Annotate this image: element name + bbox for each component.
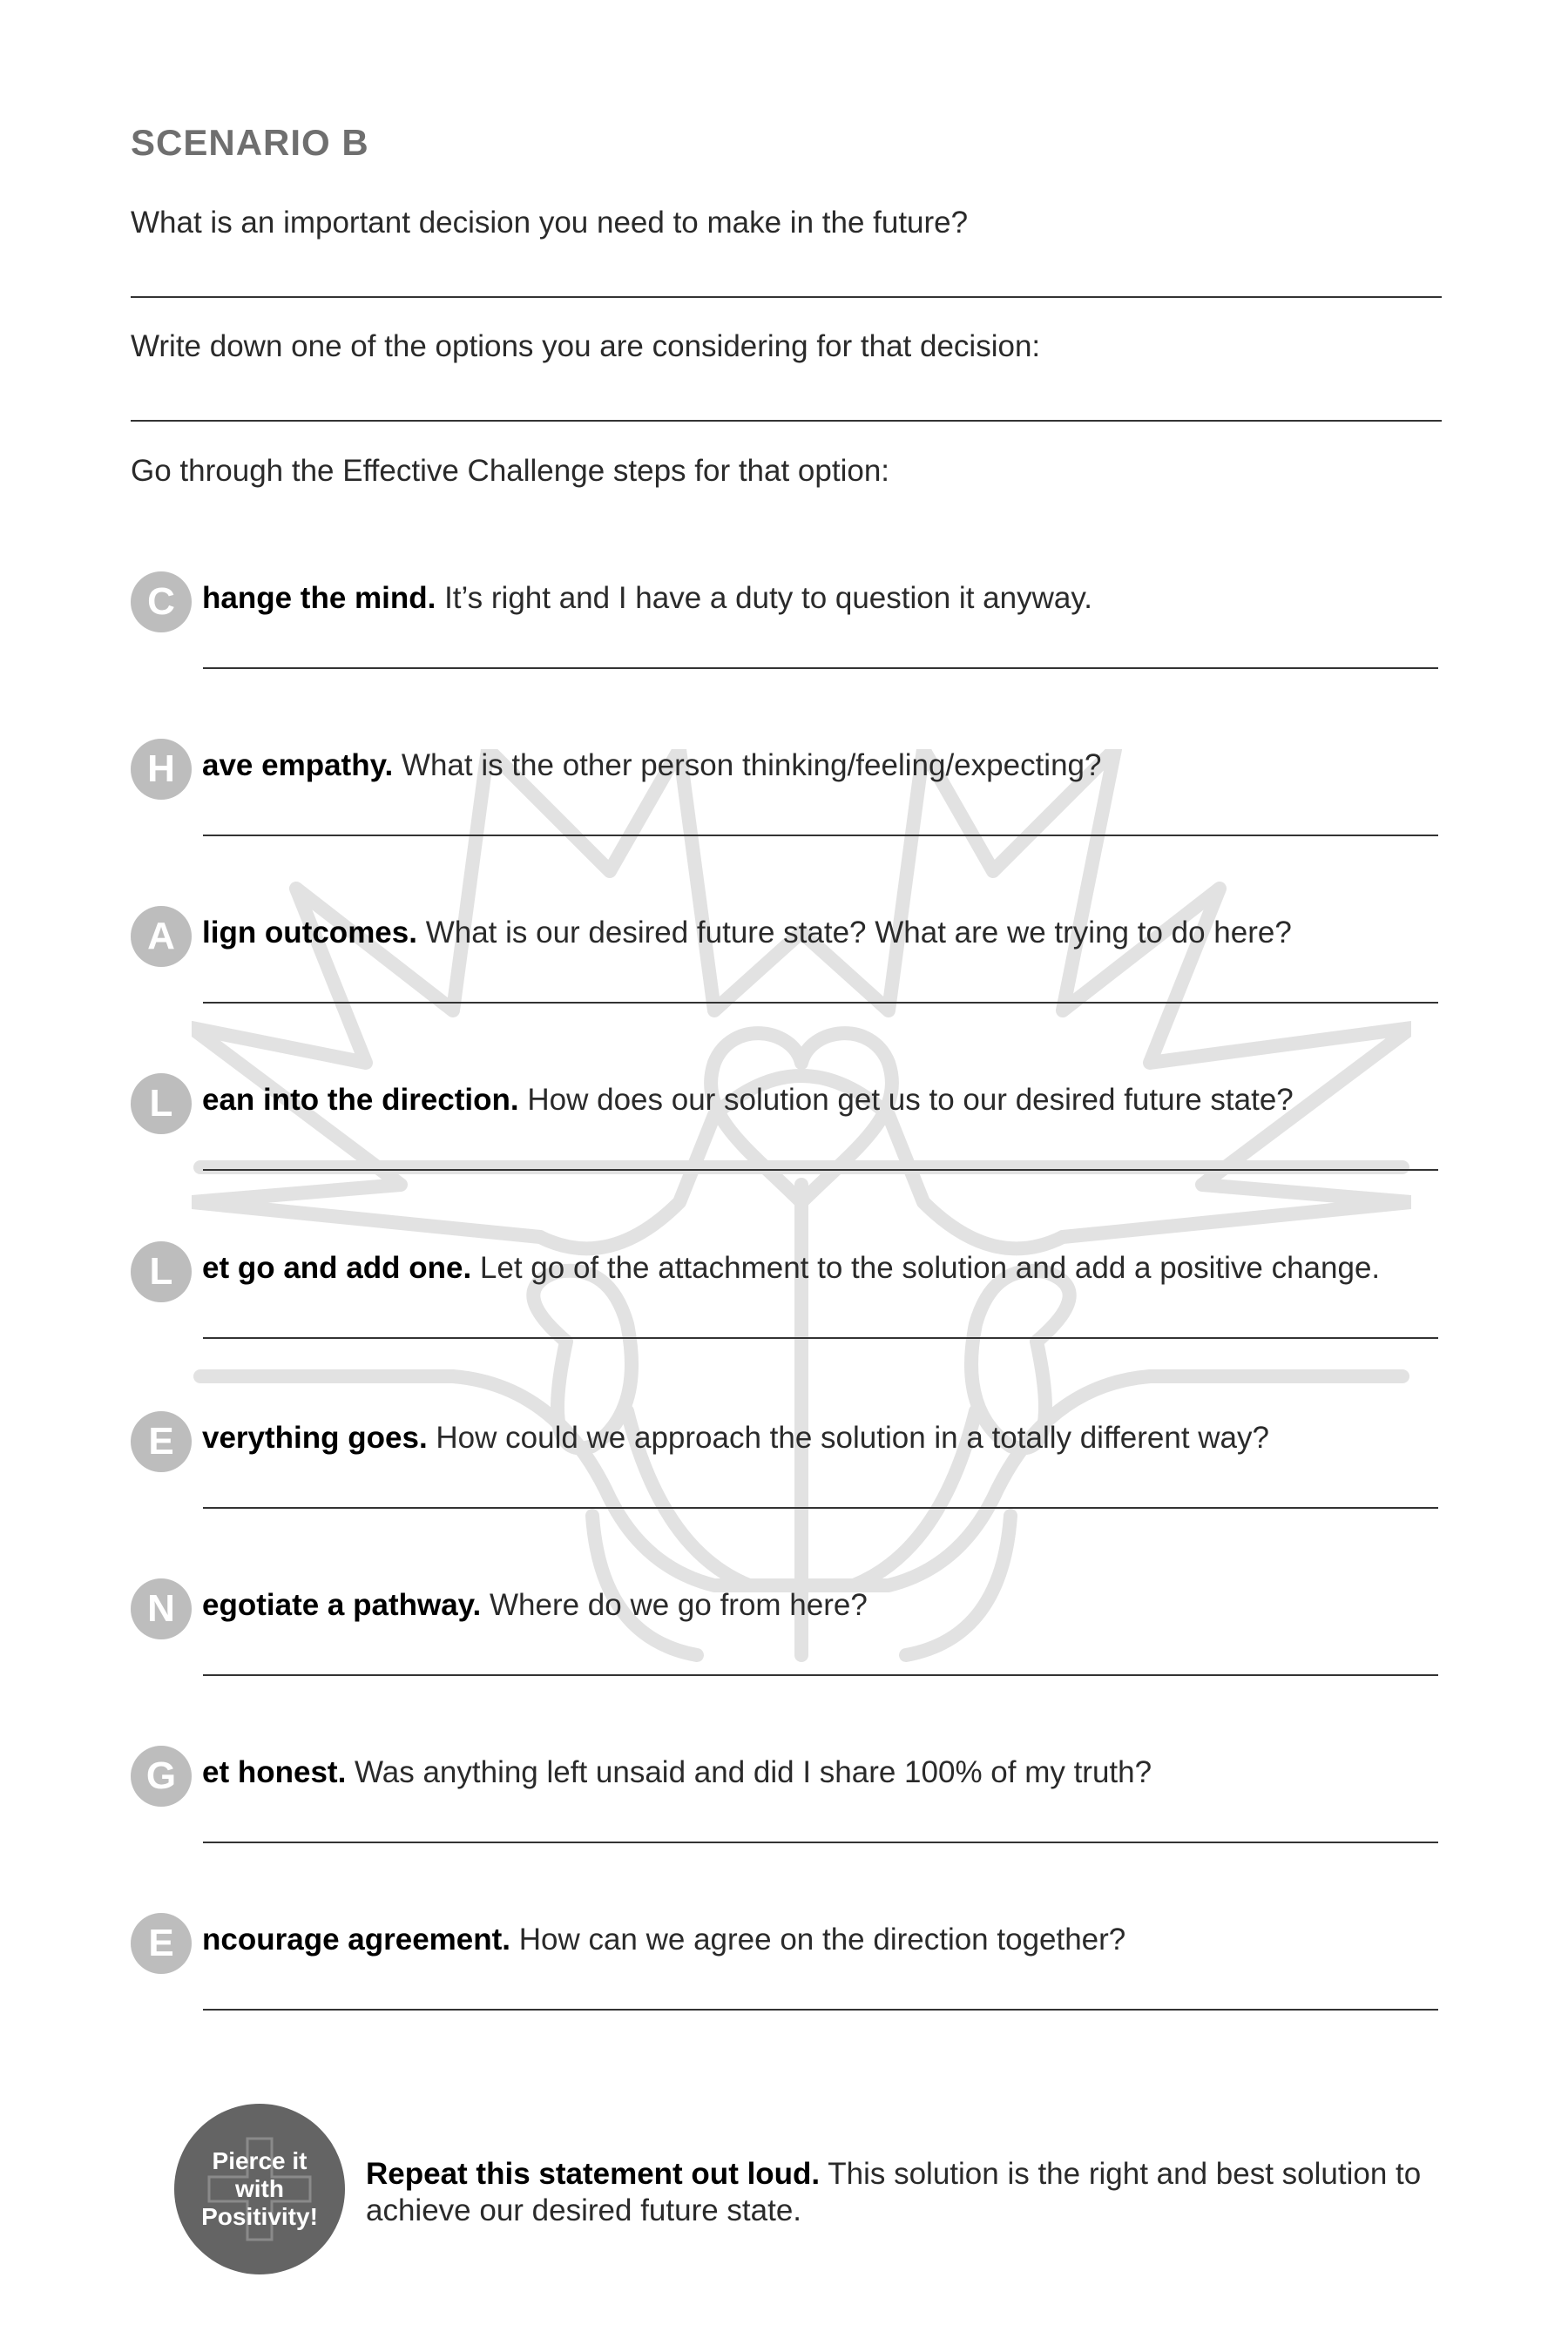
step-question: Was anything left unsaid and did I share 100% of my truth? — [346, 1755, 1152, 1789]
step-let-go-and-add-one — [131, 1241, 1455, 1346]
step-answer-line[interactable] — [203, 1337, 1438, 1339]
step-letter-badge: N — [131, 1578, 192, 1639]
step-question: How does our solution get us to our desired future state? — [518, 1083, 1294, 1117]
step-title: ave empathy. — [202, 748, 394, 782]
step-negotiate-pathway — [131, 1578, 1455, 1683]
affirmation-statement — [366, 2156, 1455, 2229]
step-letter-badge: L — [131, 1073, 192, 1134]
decision-answer-line[interactable] — [131, 296, 1442, 298]
step-letter-badge: C — [131, 571, 192, 632]
step-title: et go and add one. — [202, 1251, 472, 1285]
step-title: ean into the direction. — [202, 1083, 519, 1117]
statement-text: This solution is the right and best solution to achieve our desired future state. — [366, 2157, 1422, 2227]
step-letter-badge: E — [131, 1913, 192, 1974]
step-answer-line[interactable] — [203, 667, 1438, 669]
step-have-empathy — [131, 739, 1455, 843]
step-answer-line[interactable] — [203, 1002, 1438, 1004]
step-answer-line[interactable] — [203, 2009, 1438, 2011]
step-title: verything goes. — [202, 1421, 428, 1455]
step-answer-line[interactable] — [203, 1674, 1438, 1676]
step-title: et honest. — [202, 1755, 347, 1789]
scenario-heading: SCENARIO B — [131, 122, 369, 163]
pierce-line-2: with — [235, 2175, 284, 2202]
statement-instruction: Repeat this statement out loud. — [366, 2157, 821, 2191]
step-title: lign outcomes. — [202, 916, 417, 950]
pierce-line-3: Positivity! — [201, 2203, 318, 2230]
step-question: Let go of the attachment to the solution and add a positive change. — [471, 1251, 1381, 1285]
step-title: hange the mind. — [202, 581, 436, 615]
step-answer-line[interactable] — [203, 835, 1438, 836]
step-answer-line[interactable] — [203, 1169, 1438, 1171]
step-question: What is our desired future state? What are we trying to do here? — [416, 916, 1292, 950]
option-answer-line[interactable] — [131, 420, 1442, 422]
step-question: How can we agree on the direction together? — [510, 1923, 1126, 1957]
pierce-line-1: Pierce it — [212, 2147, 308, 2174]
steps-intro: Go through the Effective Challenge steps for that option: — [131, 454, 890, 488]
step-letter-badge: E — [131, 1411, 192, 1472]
step-question: It’s right and I have a duty to question it anyway. — [436, 581, 1092, 615]
step-align-outcomes — [131, 906, 1455, 1010]
step-question: What is the other person thinking/feeling/expecting? — [393, 748, 1102, 782]
step-question: How could we approach the solution in a totally different way? — [427, 1421, 1269, 1455]
step-question: Where do we go from here? — [481, 1588, 868, 1622]
step-lean-into-direction — [131, 1073, 1455, 1178]
option-prompt: Write down one of the options you are considering for that decision: — [131, 329, 1041, 363]
step-letter-badge: H — [131, 739, 192, 800]
decision-prompt: What is an important decision you need to make in the future? — [131, 206, 969, 240]
step-title: ncourage agreement. — [202, 1923, 510, 1957]
step-encourage-agreement — [131, 1913, 1455, 2017]
step-get-honest — [131, 1746, 1455, 1850]
hands-heart-watermark — [192, 749, 1411, 1673]
step-letter-badge: A — [131, 906, 192, 967]
step-change-the-mind — [131, 571, 1455, 676]
pierce-positivity-badge — [174, 2104, 345, 2274]
step-answer-line[interactable] — [203, 1507, 1438, 1509]
step-answer-line[interactable] — [203, 1842, 1438, 1843]
step-letter-badge: G — [131, 1746, 192, 1807]
step-letter-badge: L — [131, 1241, 192, 1302]
step-title: egotiate a pathway. — [202, 1588, 482, 1622]
step-everything-goes — [131, 1411, 1455, 1516]
